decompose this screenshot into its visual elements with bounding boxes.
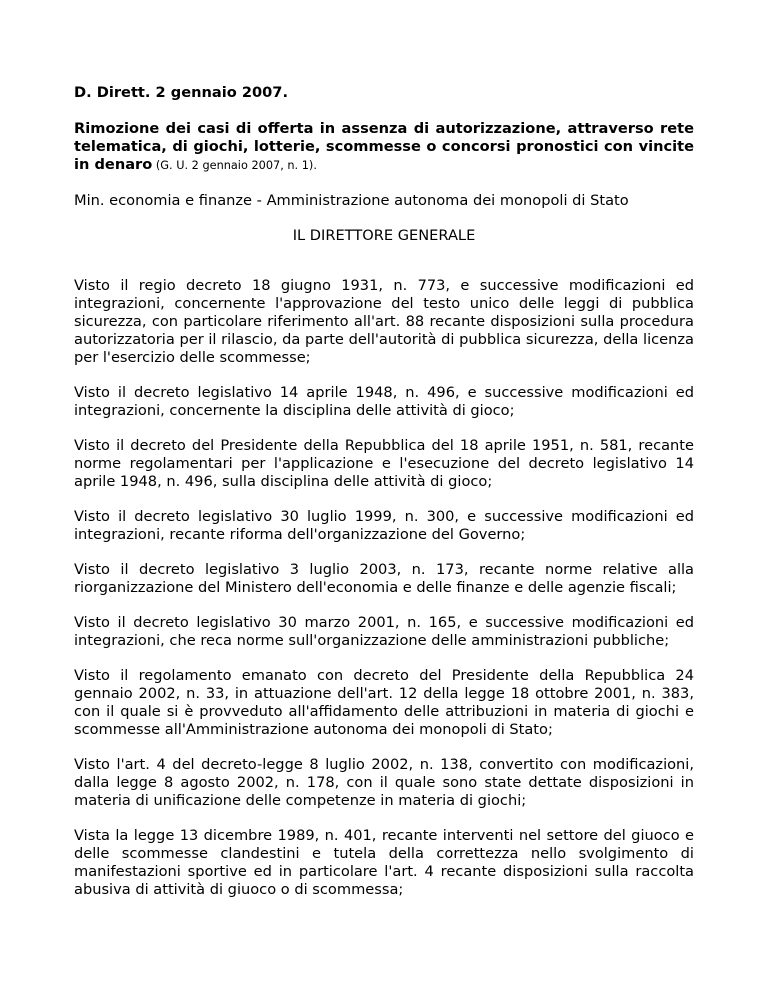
whereas-paragraph: Vista la legge 13 dicembre 1989, n. 401, recante interventi nel settore del giuoco e delle scommesse clandestini e tutela della correttezza nello svolgimento di manifestazioni sportive ed in particolare l'art. 4 recante disposizioni sulla raccolta abusiva di attività di giuoco o di scommessa; — [74, 827, 694, 898]
whereas-paragraph: Visto l'art. 4 del decreto-legge 8 luglio 2002, n. 138, convertito con modificazioni, dalla legge 8 agosto 2002, n. 178, con il quale sono state dettate disposizioni in materia di unificazione delle competenze in materia di giochi; — [74, 756, 694, 809]
whereas-paragraph: Visto il decreto legislativo 30 marzo 2001, n. 165, e successive modificazioni ed integrazioni, che reca norme sull'organizzazione delle amministrazioni pubbliche; — [74, 614, 694, 649]
decree-title — [74, 120, 694, 175]
whereas-paragraph: Visto il decreto legislativo 3 luglio 2003, n. 173, recante norme relative alla riorganizzazione del Ministero dell'economia e delle finanze e delle agenzie fiscali; — [74, 561, 694, 596]
gazette-reference: (G. U. 2 gennaio 2007, n. 1). — [152, 159, 317, 172]
whereas-paragraph: Visto il decreto legislativo 30 luglio 1999, n. 300, e successive modificazioni ed integrazioni, recante riforma dell'organizzazione del Governo; — [74, 508, 694, 543]
whereas-paragraph: Visto il decreto legislativo 14 aprile 1948, n. 496, e successive modificazioni ed integrazioni, concernente la disciplina delle attività di gioco; — [74, 384, 694, 419]
decree-title-text: Rimozione dei casi di offerta in assenza di autorizzazione, attraverso rete telematica, di giochi, lotterie, scommesse o concorsi pronostici con vincite in denaro — [74, 120, 694, 173]
whereas-paragraph: Visto il regolamento emanato con decreto del Presidente della Repubblica 24 gennaio 2002, n. 33, in attuazione dell'art. 12 della legge 18 ottobre 2001, n. 383, con il quale si è provveduto all'affidamento delle attribuzioni in materia di giochi e scommesse all'Amministrazione autonoma dei monopoli di Stato; — [74, 667, 694, 738]
decree-date-line: D. Dirett. 2 gennaio 2007. — [74, 84, 289, 101]
whereas-paragraph: Visto il decreto del Presidente della Repubblica del 18 aprile 1951, n. 581, recante norme regolamentari per l'applicazione e l'esecuzione del decreto legislativo 14 aprile 1948, n. 496, sulla disciplina delle attività di gioco; — [74, 437, 694, 490]
whereas-paragraph: Visto il regio decreto 18 giugno 1931, n. 773, e successive modificazioni ed integrazioni, concernente l'approvazione del testo unico delle leggi di pubblica sicurezza, con particolare riferimento all'art. 88 recante disposizioni sulla procedura autorizzatoria per il rilascio, da parte dell'autorità di pubblica sicurezza, della licenza per l'esercizio delle scommesse; — [74, 277, 694, 366]
section-heading: IL DIRETTORE GENERALE — [292, 227, 476, 244]
document-page — [74, 84, 694, 916]
issuing-ministry: Min. economia e finanze - Amministrazione autonoma dei monopoli di Stato — [74, 192, 629, 209]
